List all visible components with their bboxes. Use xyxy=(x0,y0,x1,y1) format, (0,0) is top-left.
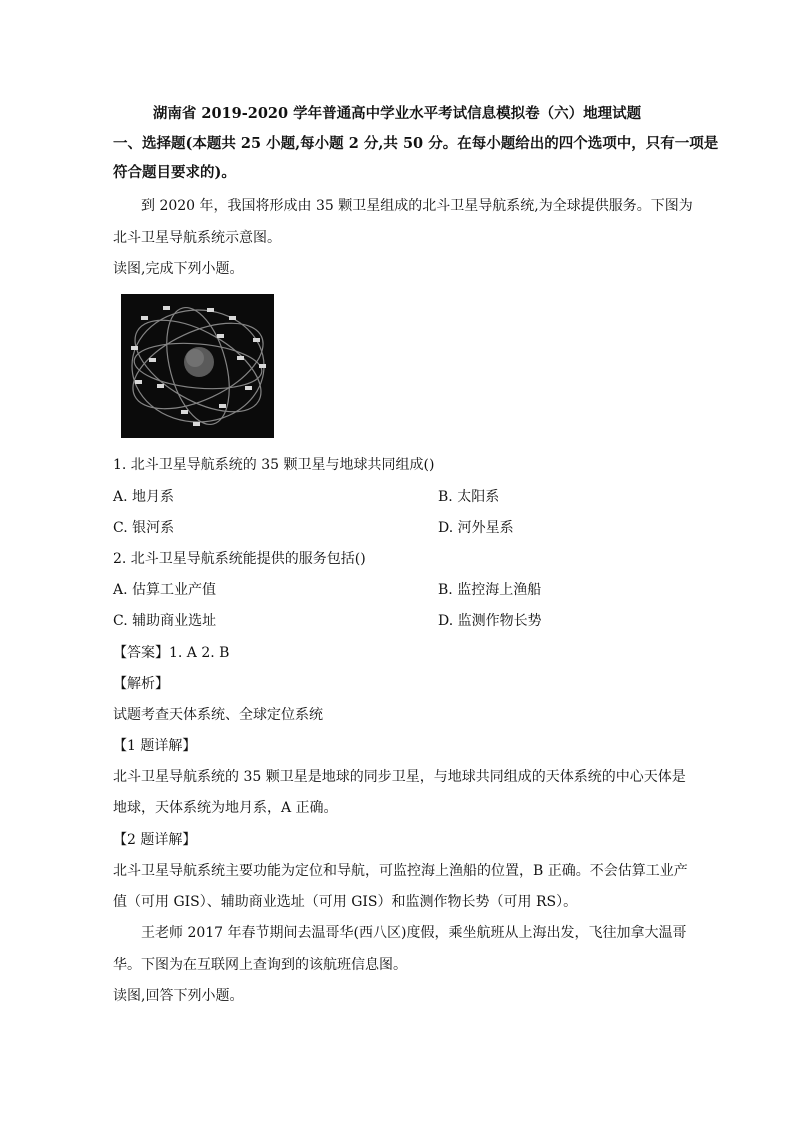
passage2-line1: 王老师 2017 年春节期间去温哥华(西八区)度假，乘坐航班从上海出发，飞往加拿大温哥 xyxy=(141,925,687,941)
section-heading-line2: 符合题目要求的)。 xyxy=(113,164,236,181)
q2-option-c: C. 辅助商业选址 xyxy=(113,613,217,629)
question-2-stem: 2. 北斗卫星导航系统能提供的服务包括() xyxy=(113,551,366,567)
passage2-line2: 华。下图为在互联网上查询到的该航班信息图。 xyxy=(113,957,407,973)
q1-option-c: C. 银河系 xyxy=(113,520,175,536)
beidou-satellite-figure xyxy=(121,294,274,438)
passage1-line1: 到 2020 年，我国将形成由 35 颗卫星组成的北斗卫星导航系统,为全球提供服务。下图为 xyxy=(141,198,693,214)
detail-1-line2: 地球，天体系统为地月系，A 正确。 xyxy=(113,800,338,816)
q1-option-a: A. 地月系 xyxy=(113,489,175,505)
question-1-stem: 1. 北斗卫星导航系统的 35 颗卫星与地球共同组成() xyxy=(113,457,435,473)
answer-line: 【答案】1. A 2. B xyxy=(113,645,230,661)
passage2-line3: 读图,回答下列小题。 xyxy=(113,988,244,1004)
passage1-line3: 读图,完成下列小题。 xyxy=(113,261,244,277)
detail-1-line1: 北斗卫星导航系统的 35 颗卫星是地球的同步卫星，与地球共同组成的天体系统的中心天体是 xyxy=(113,769,686,785)
q1-option-b: B. 太阳系 xyxy=(438,489,500,505)
q2-option-b: B. 监控海上渔船 xyxy=(438,582,542,598)
analysis-text: 试题考查天体系统、全球定位系统 xyxy=(113,707,323,723)
detail-2-line2: 值（可用 GIS）、辅助商业选址（可用 GIS）和监测作物长势（可用 RS）。 xyxy=(113,894,578,910)
analysis-label: 【解析】 xyxy=(113,676,169,692)
q2-option-a: A. 估算工业产值 xyxy=(113,582,217,598)
detail-2-line1: 北斗卫星导航系统主要功能为定位和导航，可监控海上渔船的位置，B 正确。不会估算工业产 xyxy=(113,863,688,879)
passage1-line2: 北斗卫星导航系统示意图。 xyxy=(113,230,281,246)
page-title: 湖南省 2019-2020 学年普通高中学业水平考试信息模拟卷（六）地理试题 xyxy=(152,105,642,122)
q2-option-d: D. 监测作物长势 xyxy=(438,613,542,629)
section-heading-line1: 一、选择题(本题共 25 小题,每小题 2 分,共 50 分。在每小题给出的四个选项中，只有一项是 xyxy=(113,135,719,152)
detail-2-label: 【2 题详解】 xyxy=(113,832,197,848)
q1-option-d: D. 河外星系 xyxy=(438,520,514,536)
satellite-orbit-diagram xyxy=(121,294,274,438)
detail-1-label: 【1 题详解】 xyxy=(113,738,197,754)
